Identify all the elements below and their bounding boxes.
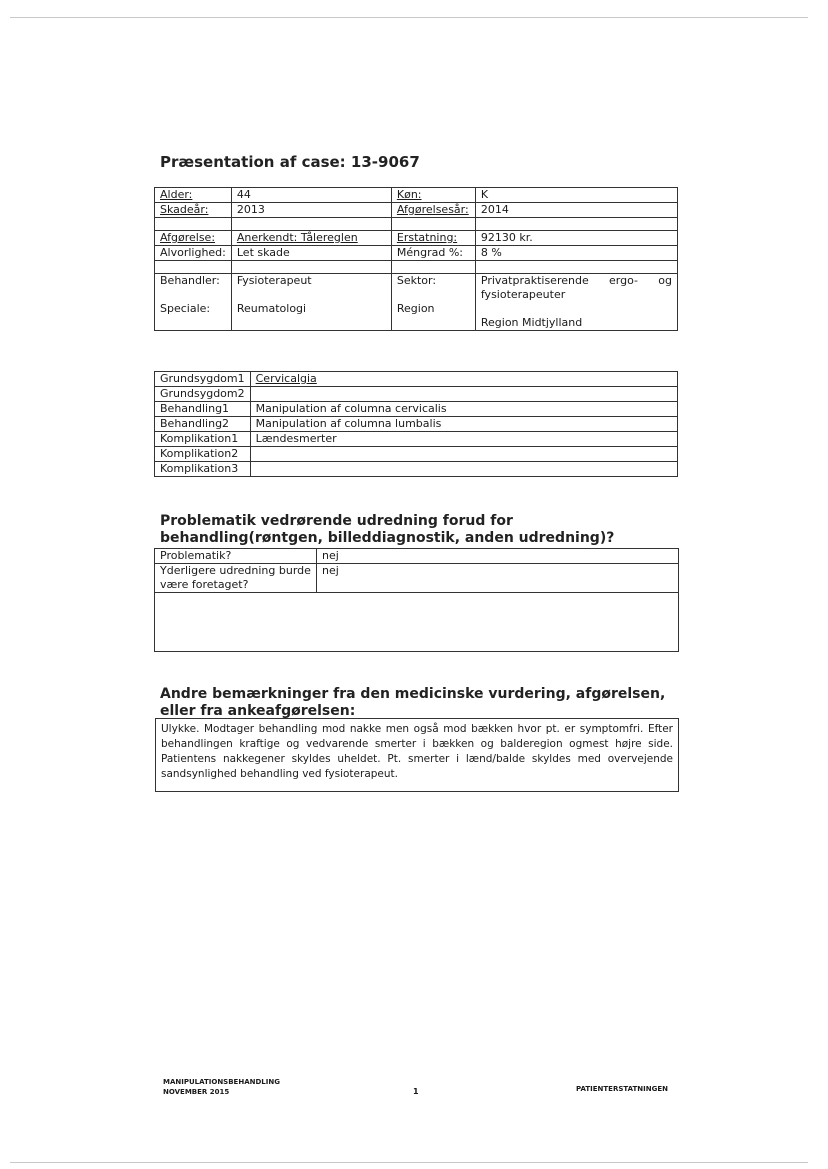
koen-label: Køn: bbox=[391, 188, 475, 203]
row-value: Manipulation af columna lumbalis bbox=[250, 417, 677, 432]
table-row bbox=[155, 372, 678, 387]
table-row bbox=[155, 564, 679, 593]
table-row-spacer bbox=[155, 218, 678, 231]
table-row bbox=[155, 432, 678, 447]
table-row bbox=[155, 462, 678, 477]
row-label: Grundsygdom2 bbox=[155, 387, 251, 402]
table-row bbox=[155, 387, 678, 402]
sektor-value-line2: fysioterapeuter bbox=[480, 288, 566, 301]
scan-edge-top bbox=[10, 17, 808, 18]
row-label: Behandling2 bbox=[155, 417, 251, 432]
footer-line1: MANIPULATIONSBEHANDLING bbox=[163, 1078, 280, 1086]
erstatning-value: 92130 kr. bbox=[475, 231, 677, 246]
problematik-table bbox=[154, 548, 679, 652]
afgoerelse-value: Anerkendt: Tålereglen bbox=[231, 231, 391, 246]
behandler-value: Fysioterapeut bbox=[236, 274, 312, 287]
row-label: Komplikation2 bbox=[155, 447, 251, 462]
mengrad-value: 8 % bbox=[475, 246, 677, 261]
table-row bbox=[155, 402, 678, 417]
remarks-box: Ulykke. Modtager behandling mod nakke men også mod bækken hvor pt. er symptomfri. Efter behandlingen kraftige og vedvarende smerter i bækken og balderegion ogmest højre side. Patientens nakkegener skyldes uheldet. Pt. smerter i lænd/balde skyldes med overvejende sandsynlighed behandling ved fysioterapeut. bbox=[155, 718, 679, 792]
speciale-value: Reumatologi bbox=[236, 302, 307, 315]
speciale-label: Speciale: bbox=[160, 302, 211, 315]
alder-label: Alder: bbox=[155, 188, 232, 203]
footer-line2: NOVEMBER 2015 bbox=[163, 1088, 230, 1096]
case-info-table bbox=[154, 187, 678, 331]
table-row bbox=[155, 549, 679, 564]
alvorlighed-value: Let skade bbox=[231, 246, 391, 261]
sektor-label: Sektor: bbox=[396, 274, 437, 287]
udredning-question: Yderligere udredning burde være foretaget? bbox=[155, 564, 317, 593]
row-value bbox=[250, 462, 677, 477]
row-value bbox=[250, 447, 677, 462]
problematik-heading: Problematik vedrørende udredning forud for behandling(røntgen, billeddiagnostik, anden udredning)? bbox=[160, 513, 615, 546]
mengrad-label: Méngrad %: bbox=[391, 246, 475, 261]
row-label: Grundsygdom1 bbox=[155, 372, 251, 387]
region-value: Region Midtjylland bbox=[480, 316, 583, 329]
table-row-spacer bbox=[155, 261, 678, 274]
scan-edge-bottom bbox=[10, 1162, 808, 1163]
remarks-heading: Andre bemærkninger fra den medicinske vurdering, afgørelsen, eller fra ankeafgørelsen: bbox=[160, 686, 666, 719]
row-value: Lændesmerter bbox=[250, 432, 677, 447]
diagnosis-table bbox=[154, 371, 678, 477]
table-row bbox=[155, 417, 678, 432]
erstatning-label: Erstatning: bbox=[391, 231, 475, 246]
table-row bbox=[155, 447, 678, 462]
afgoerelsesaar-value: 2014 bbox=[475, 203, 677, 218]
problematik-question: Problematik? bbox=[155, 549, 317, 564]
problematik-answer: nej bbox=[317, 549, 679, 564]
koen-value: K bbox=[475, 188, 677, 203]
table-row bbox=[155, 246, 678, 261]
row-value: Cervicalgia bbox=[250, 372, 677, 387]
table-row bbox=[155, 188, 678, 203]
alder-value: 44 bbox=[231, 188, 391, 203]
case-title: Præsentation af case: 13-9067 bbox=[160, 153, 420, 171]
row-label: Behandling1 bbox=[155, 402, 251, 417]
page-number: 1 bbox=[413, 1087, 419, 1096]
alvorlighed-label: Alvorlighed: bbox=[155, 246, 232, 261]
row-label: Komplikation1 bbox=[155, 432, 251, 447]
afgoerelse-label: Afgørelse: bbox=[155, 231, 232, 246]
sektor-value-line1: Privatpraktiserende ergo- og bbox=[480, 274, 672, 287]
row-label: Komplikation3 bbox=[155, 462, 251, 477]
row-value bbox=[250, 387, 677, 402]
footer-left bbox=[163, 1077, 280, 1097]
row-value: Manipulation af columna cervicalis bbox=[250, 402, 677, 417]
table-row bbox=[155, 203, 678, 218]
udredning-answer: nej bbox=[317, 564, 679, 593]
skadeaar-label: Skadeår: bbox=[155, 203, 232, 218]
region-label: Region bbox=[396, 302, 435, 315]
skadeaar-value: 2013 bbox=[231, 203, 391, 218]
footer-right: PATIENTERSTATNINGEN bbox=[576, 1085, 668, 1093]
behandler-label: Behandler: bbox=[160, 274, 220, 287]
table-row bbox=[155, 231, 678, 246]
table-row bbox=[155, 274, 678, 331]
table-row-empty bbox=[155, 593, 679, 652]
afgoerelsesaar-label: Afgørelsesår: bbox=[391, 203, 475, 218]
